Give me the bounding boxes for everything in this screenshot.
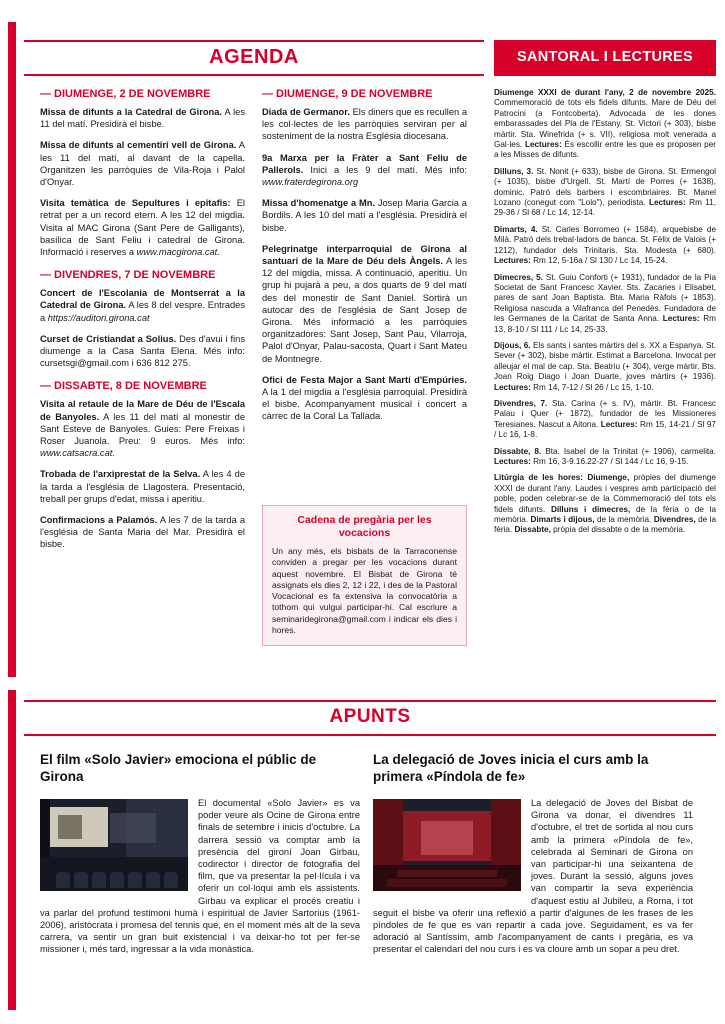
- santoral-entry: Litúrgia de les hores: Diumenge, pròpies del diumenge XXXI de durant l'any. Laudes i vespres amb participació del poble, poden celebrar-se de la Commemoració del tots els fidels difunts. Dilluns i dimecres, de la fèria o de la memòria. Dimarts i dijous, de la memòria. Divendres, de la fèria. Dissabte, pròpia del dissabte o de la memòria.: [494, 473, 717, 535]
- agenda-section-heading: — DISSABTE, 8 DE NOVEMBRE: [40, 380, 207, 393]
- article-title: El film «Solo Javier» emociona el públic de Girona: [40, 752, 317, 784]
- cadena-pregaria-box: [262, 505, 467, 646]
- article-title: La delegació de Joves inicia el curs amb la primera «Píndola de fe»: [373, 752, 649, 784]
- agenda-entry: Pelegrinatge interparroquial de Girona al santuari de la Mare de Déu dels Àngels. A les 12 del migdia, missa. A continuació, aperitiu. Un grup hi pujarà a peu, a dos quarts de 9 del matí des del monestir de Sant Daniel. Sortirà un autocar des de l'església de Sant Josep de Girona. Més informació a les parròquies organitzadores: Sant Josep, Sant Pau, Vilarroja, Palol d'Onyar, Palau-sacosta, Quart i Sant Mateu de Montnegre.: [262, 243, 467, 364]
- santoral-entry: Dissabte, 8. Bta. Isabel de la Trinitat (+ 1906), carmelita. Lectures: Rm 16, 3-9.16.22-27 / Sl 144 / Lc 16, 9-15.: [494, 446, 716, 466]
- left-accent-bar: [8, 22, 16, 677]
- santoral-entry: Dilluns, 3. St. Nonit (+ 633), bisbe de Girona. St. Ermengol (+ 1035), bisbe d'Urgell. St. Martí de Porres (+ 1638), dominic. Patró dels barbers i escombriaires. Bt. Manel Lozano (conegut com "Lolo"), periodista. Lectures: Rm 11, 29-36 / Sl 68 / Lc 14, 12-14.: [494, 166, 716, 218]
- left-accent-bar-lower: [8, 690, 16, 1010]
- article-solo-javier: [40, 752, 360, 956]
- agenda-entry: Curset de Cristiandat a Solius. Des d'avui i fins diumenge a la Casa Santa Elena. Més info: cursetsgi@gmail.com i 636 812 275.: [40, 333, 245, 369]
- cadena-text: Un any més, els bisbats de la Tarraconense conviden a pregar per les vocacions durant aquest novembre. El Bisbat de Girona té assignats els dies 2, 12 i 22, i des de la Pastoral Vocacional es fa extensiva la convocatòria a tothom qui vulgui participar-hi. Cal escriure a seminaridegirona@gmail.com i indicar els dies i hores.: [272, 546, 457, 636]
- agenda-entry: Missa de difunts a la Catedral de Girona. A les 11 del matí. Presidirà el bisbe.: [40, 107, 245, 130]
- agenda-section-heading: — DIUMENGE, 2 DE NOVEMBRE: [40, 88, 211, 100]
- agenda-entry: Ofici de Festa Major a Sant Martí d'Empúries. A la 1 del migdia a l'església parroquial. Presidirà el bisbe. Acompanyament musical i concert a càrrec de la Coral La Tallada.: [262, 374, 467, 422]
- agenda-column-2: [262, 88, 467, 432]
- apunts-rule-top: [24, 700, 716, 702]
- agenda-section-heading: — DIVENDRES, 7 DE NOVEMBRE: [40, 269, 216, 282]
- apunts-header: [24, 700, 716, 736]
- cinema-photo: [40, 799, 188, 891]
- agenda-entry: Concert de l'Escolania de Montserrat a la Catedral de Girona. A les 8 del vespre. Entrades a https://auditori.girona.cat: [40, 288, 245, 323]
- agenda-column-1: [40, 88, 245, 560]
- apunts-rule-bottom: [24, 734, 716, 736]
- cadena-title: Cadena de pregària per les vocacions: [297, 514, 432, 539]
- agenda-entry: Missa d'homenatge a Mn. Josep Maria Garcia a Bordils. A les 10 del matí a l'església. Presidirà el bisbe.: [262, 198, 467, 233]
- agenda-entry: Missa de difunts al cementiri vell de Girona. A les 11 del matí, al davant de la capella. Organitzen les parròquies de Vila-Roja i Palol d'Onyar.: [40, 140, 245, 188]
- santoral-title: SANTORAL I LECTURES: [517, 49, 693, 65]
- agenda-title: AGENDA: [209, 46, 299, 68]
- agenda-rule-bottom: [24, 74, 484, 76]
- agenda-entry: Confirmacions a Palamós. A les 7 de la tarda a l'església de Santa Maria del Mar. Presidirà el bisbe.: [40, 515, 245, 550]
- santoral-entry: Diumenge XXXI de durant l'any, 2 de novembre 2025. Commemoració de tots els fidels difunts. Mare de Déu del Patrocini (a Fontcoberta). Advocada de les dones embarassades del Pla de l'Estany. St. Victori (+ 303), bisbe màrtir. Sta. Winefrida (+ s. VII), religiosa molt venerada a Gal·les. Lectures: És escollir entre les que es proposen per a les Misses de difunts.: [494, 88, 716, 160]
- auditorium-photo: [373, 799, 521, 891]
- agenda-entry: 9a Marxa per la Fràter a Sant Feliu de Pallerols. Inici a les 9 del matí. Més info: www.fraterdegirona.org: [262, 152, 467, 188]
- santoral-entry: Divendres, 7. Sta. Carina (+ s. IV), màrtir. Bt. Francesc Palau i Quer (+ 1872), fundador de les Missioneres Teresianes. Nascut a Aitona. Lectures: Rm 15, 14-21 / Sl 97 / Lc 16, 1-8.: [494, 398, 717, 440]
- article-body: La delegació de Joves del Bisbat de Girona va donar, el divendres 11 d'octubre, el tret de sortida al nou curs amb la primera «Píndola de fe», celebrada al Seminari de Girona on van participar-hi una seixantena de joves. Durant la sessió, alguns joves van compartir la seva experiència d'aquest estiu al Jubileu, a Roma, i tot seguit el bisbe va oferir una reflexió a partir d'algunes de les frases de les píndoles de fe que es van repartir a cada jove. Seguidament, es va fer adoració al Santíssim, amb l'acompanyament de cants i pregària, es va presentar el calendari del nou curs i es va cloure amb un sopar a peu dret.: [373, 798, 693, 955]
- agenda-rule-top: [24, 40, 484, 42]
- agenda-header: [24, 40, 484, 76]
- agenda-entry: Visita temàtica de Sepultures i epitafis: El retrat per a un record etern. A les 12 del migdia. Visita al MAC Girona (Sant Pere de Galligants), basílica de Sant Feliu i catedral de Girona. Informació i reserves a www.macgirona.cat.: [40, 198, 245, 258]
- santoral-entry: Dimecres, 5. St. Guiu Conforti (+ 1931), fundador de la Pia Societat de Sant Francesc Xavier. Sts. Zacaries i Elisabet, pares de sant Joan Baptista. Bta. Maria Ràfols (+ 1853). Religiosa nascuda a Vilafranca del Penedès. Fundadora de les Germanes de la Caritat de Santa Anna. Lectures: Rm 13, 8-10 / Sl 111 / Lc 14, 25-33.: [494, 272, 717, 334]
- santoral-entry: Dimarts, 4. St. Carles Borromeo (+ 1584), arquebisbe de Milà. Patró dels trebal·ladors de banca. St. Fèlix de Valois (+ 1212), fundador dels Trinitaris. Sta. Modesta (+ 680). Lectures: Rm 12, 5-16a / Sl 130 / Lc 14, 15-24.: [494, 224, 716, 266]
- article-pindola-de-fe: [373, 752, 693, 956]
- article-body: El documental «Solo Javier» es va poder veure als Ocine de Girona entre finals de setembre i inicis d'octubre. La darrera sessió va comptar amb la presència del gironí Joan Girbau, codirector i director de fotografia del film, que va presentar la pel·lícula i va oferir un col·loqui amb els assistents. Girbau va explicar el procés creatiu i va parlar del profund testimoni humà i espiritual de Javier Sartorius (1961-2006), aristòcrata i promesa del tennis que, en el moment més alt de la seva carrera, va sentir un gran buit existencial i va deixar-ho tot per fer-se missioner i, més tard, ingressar a la vida monàstica.: [40, 798, 360, 955]
- agenda-entry: Diada de Germanor. Els diners que es recullen a les col·lectes de les parròquies serviran per al sosteniment de la nostra Església diocesana.: [262, 107, 467, 142]
- santoral-column: [494, 88, 716, 542]
- agenda-entry: Trobada de l'arxiprestat de la Selva. A les 4 de la tarda a l'església de Llagostera. Presentació, treball per grups d'edat, missa i aperitiu.: [40, 469, 245, 504]
- apunts-title: APUNTS: [329, 706, 411, 727]
- santoral-entry: Dijous, 6. Els sants i santes màrtirs del s. XX a Espanya. St. Sever (+ 302), bisbe màrtir. Estimat a Barcelona. Invocat per alleujar el mal de cap. Sta. Beatriu (+ 304), verge màrtir. Bts. Joan Roig Diago i Joan Duarte, joves màrtirs (+ 1936). Lectures: Rm 14, 7-12 / Sl 26 / Lc 15, 1-10.: [494, 340, 716, 392]
- agenda-section-heading: — DIUMENGE, 9 DE NOVEMBRE: [262, 88, 433, 100]
- santoral-header: [494, 40, 716, 76]
- agenda-entry: Visita al retaule de la Mare de Déu de l'Escala de Banyoles. A les 11 del matí al monestir de Sant Esteve de Banyoles. Guies: Pere Freixas i Roser Juanola. Preu: 9 euros. Més info: www.catsacra.cat.: [40, 399, 245, 459]
